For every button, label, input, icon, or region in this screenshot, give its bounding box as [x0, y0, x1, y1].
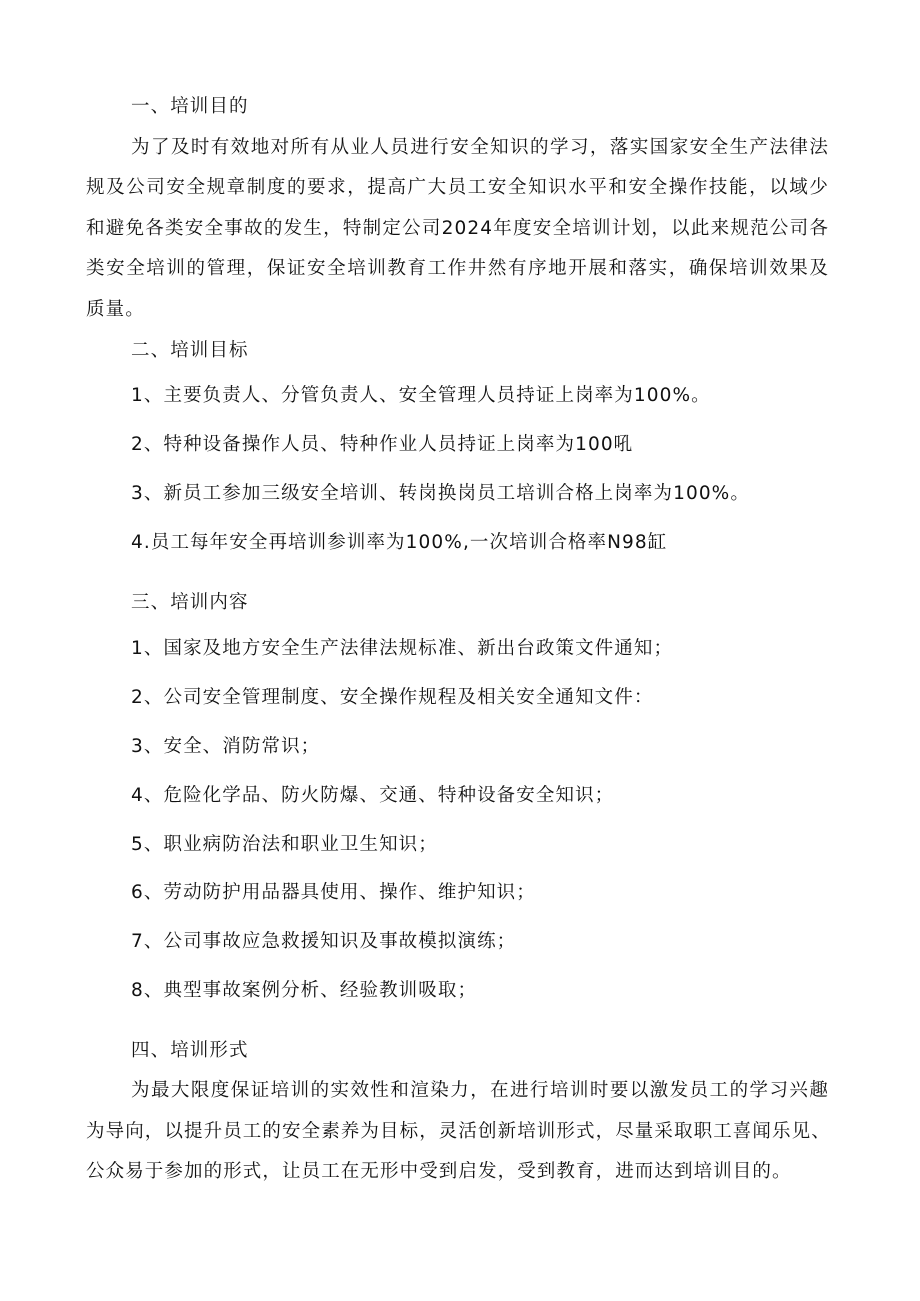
form-paragraph-line: 为导向，以提升员工的安全素养为目标，灵活创新培训形式，尽量采取职工喜闻乐见、 [86, 1121, 831, 1142]
goal-item: 2、特种设备操作人员、特种作业人员持证上岗率为100吼 [131, 434, 634, 455]
purpose-paragraph-line: 规及公司安全规章制度的要求，提高广大员工安全知识水平和安全操作技能，以域少 [86, 177, 829, 198]
purpose-paragraph-line: 类安全培训的管理，保证安全培训教育工作井然有序地开展和落实，确保培训效果及 [86, 258, 829, 279]
goal-item: 1、主要负责人、分管负责人、安全管理人员持证上岗率为100%。 [131, 385, 711, 406]
content-item: 5、职业病防治法和职业卫生知识； [131, 834, 438, 855]
goal-item: 3、新员工参加三级安全培训、转岗换岗员工培训合格上岗率为100%。 [131, 483, 750, 504]
purpose-paragraph-line: 和避免各类安全事故的发生，特制定公司2024年度安全培训计划，以此来规范公司各 [86, 218, 829, 239]
content-item: 8、典型事故案例分析、经验教训吸取； [131, 980, 478, 1001]
purpose-paragraph-line: 质量。 [86, 299, 145, 320]
content-item: 7、公司事故应急救援知识及事故模拟演练； [131, 931, 517, 952]
form-paragraph-line: 为最大限度保证培训的实效性和渲染力，在进行培训时要以激发员工的学习兴趣 [131, 1080, 829, 1101]
section-heading-goals: 二、培训目标 [131, 340, 249, 361]
section-heading-form: 四、培训形式 [131, 1040, 249, 1061]
content-item: 4、危险化学品、防火防爆、交通、特种设备安全知识； [131, 785, 615, 806]
section-heading-content: 三、培训内容 [131, 592, 249, 613]
section-heading-purpose: 一、培训目的 [131, 96, 249, 117]
content-item: 6、劳动防护用品器具使用、操作、维护知识； [131, 882, 536, 903]
goal-item: 4.员工每年安全再培训参训率为100%,一次培训合格率N98缸 [131, 532, 668, 553]
form-paragraph-line: 公众易于参加的形式，让员工在无形中受到启发，受到教育，进而达到培训目的。 [86, 1161, 792, 1182]
purpose-paragraph-line: 为了及时有效地对所有从业人员进行安全知识的学习，落实国家安全生产法律法 [131, 137, 829, 158]
content-item: 2、公司安全管理制度、安全操作规程及相关安全通知文件： [131, 687, 654, 708]
content-item: 1、国家及地方安全生产法律法规标准、新出台政策文件通知； [131, 638, 674, 659]
content-item: 3、安全、消防常识； [131, 736, 321, 757]
